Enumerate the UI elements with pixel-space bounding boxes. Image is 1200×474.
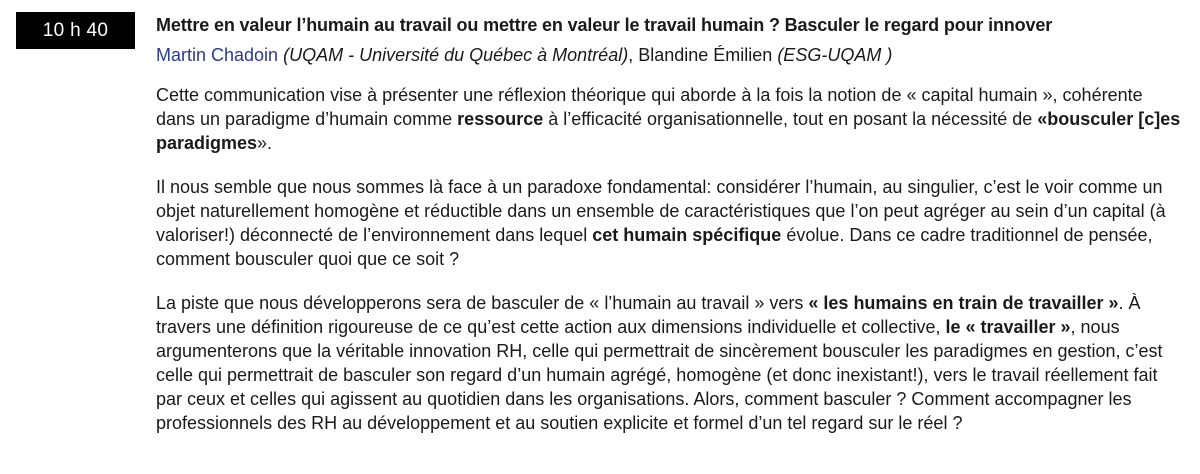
abstract-p2-text-1: Il nous semble que nous sommes là face à un paradoxe fondamental: considérer l’humain, au singulier, c’est le voir comme un objet naturellement homogène et réductible dans un ensemble de caractéristiques que l’on peut agréger au sein d’un capital (à valoriser!) déconnecté de l’environnement dans lequel bbox=[156, 177, 1166, 245]
abstract-p3-text-2: . À travers une définition rigoureuse de ce qu’est cette action aux dimensions individuelle et collective, bbox=[156, 293, 1141, 337]
authors-line bbox=[156, 43, 1196, 67]
author-separator: , bbox=[628, 45, 639, 65]
author-link-chadoin[interactable]: Martin Chadoin bbox=[156, 45, 279, 65]
abstract-paragraph-2 bbox=[156, 175, 1186, 271]
abstract-p2-bold-humain: cet humain spécifique bbox=[592, 225, 782, 245]
abstract-p1-text-3: ». bbox=[257, 133, 273, 153]
author2-name: Blandine Émilien bbox=[638, 45, 773, 65]
abstract-p3-text-3: , nous argumenterons que la véritable innovation RH, celle qui permettrait de sincèrement bousculer les paradigmes en gestion, c’est celle qui permettrait de basculer son regard d’un humain agrégé, homogène (et donc inexistant!), vers le travail réellement fait par ceux et celles qui agissent au quotidien dans les organisations. Alors, comment basculer ? Comment accompagner les professionnels des RH au développement et au soutien explicite et formel d’un tel regard sur le réel ? bbox=[156, 317, 1163, 433]
author1-affiliation: (UQAM - Université du Québec à Montréal) bbox=[283, 45, 629, 65]
session-title: Mettre en valeur l’humain au travail ou mettre en valeur le travail humain ? Basculer le regard pour innover bbox=[156, 15, 1053, 35]
abstract-p1-text-1: Cette communication vise à présenter une réflexion théorique qui aborde à la fois la notion de « capital humain », cohérente dans un paradigme d’humain comme bbox=[156, 85, 1143, 129]
abstract-p3-bold-travailler: le « travailler » bbox=[945, 317, 1071, 337]
abstract-p3-bold-humains: « les humains en train de travailler » bbox=[808, 293, 1119, 313]
abstract-p1-text-2: à l’efficacité organisationnelle, tout en posant la nécessité de bbox=[543, 109, 1038, 129]
abstract-p1-bold-paradigmes: «bousculer [c]es paradigmes bbox=[156, 109, 1181, 153]
abstract-p1-bold-ressource: ressource bbox=[457, 109, 544, 129]
author2-affiliation: (ESG-UQAM ) bbox=[777, 45, 893, 65]
session-time: 10 h 40 bbox=[42, 19, 109, 41]
session-time-badge bbox=[16, 12, 135, 49]
abstract-paragraph-1 bbox=[156, 83, 1186, 155]
abstract-p3-text-1: La piste que nous développerons sera de basculer de « l’humain au travail » vers bbox=[156, 293, 809, 313]
abstract-p2-text-2: évolue. Dans ce cadre traditionnel de pensée, comment bousculer quoi que ce soit ? bbox=[156, 225, 1153, 269]
abstract-paragraph-3 bbox=[156, 291, 1186, 435]
session-entry bbox=[156, 13, 1196, 435]
